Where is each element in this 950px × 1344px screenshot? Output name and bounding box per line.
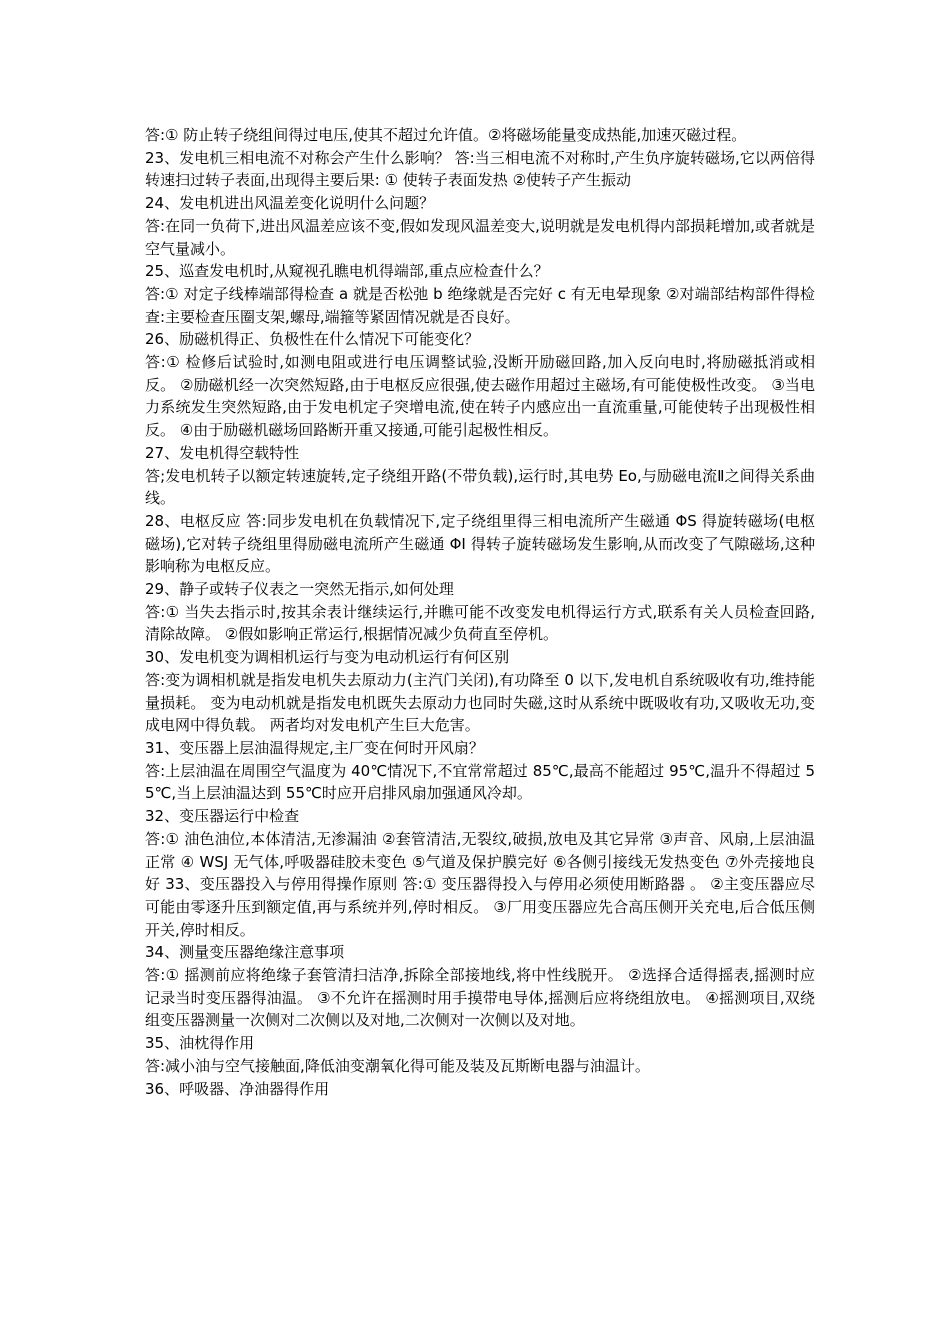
question-31: 31、变压器上层油温得规定,主厂变在何时开风扇？ <box>145 738 484 757</box>
question-29: 29、静子或转子仪表之一突然无指示,如何处理 <box>145 580 454 599</box>
answer-22: 答:① 防止转子绕组间得过电压,使其不超过允许值。②将磁场能量变成热能,加速灭磁过程。 <box>145 126 747 144</box>
answer-26: 答:① 检修后试验时,如测电阻或进行电压调整试验,没断开励磁回路,加入反向电时,将励磁抵消或相反。 ②励磁机经一次突然短路,由于电枢反应很强,使去磁作用超过主磁场,有可能使极性改变。 ③当电力系统发生突然短路,由于发电机定子突增电流,使在转子内感应出一直流重量,可能使转子出现极性相反。 ④由于励磁机磁场回路断开重又接通,可能引起极性相反。 <box>145 353 815 440</box>
question-36: 36、呼吸器、净油器得作用 <box>145 1079 330 1098</box>
question-32: 32、变压器运行中检查 <box>145 807 300 826</box>
answer-35: 答:减小油与空气接触面,降低油变潮氧化得可能及装及瓦斯断电器与油温计。 <box>145 1056 650 1075</box>
question-30: 30、发电机变为调相机运行与变为电动机运行有何区别 <box>145 648 510 667</box>
answer-24: 答:在同一负荷下,进出风温差应该不变,假如发现风温差变大,说明就是发电机得内部损耗增加,或者就是空气量减小。 <box>145 216 815 258</box>
answer-31: 答:上层油温在周围空气温度为 40℃情况下,不宜常常超过 85℃,最高不能超过 95℃,温升不得超过 55℃,当上层油温达到 55℃时应开启排风扇加强通风冷却。 <box>145 761 815 803</box>
question-26: 26、励磁机得正、负极性在什么情况下可能变化？ <box>145 330 480 349</box>
question-34: 34、测量变压器绝缘注意事项 <box>145 943 345 962</box>
answer-25: 答:① 对定子线棒端部得检查 a 就是否松弛 b 绝缘就是否完好 c 有无电晕现象 ②对端部结构部件得检查:主要检查压圈支架,螺母,端箍等紧固情况就是否良好。 <box>145 284 815 326</box>
answer-32: 答:① 油色油位,本体清洁,无渗漏油 ②套管清洁,无裂纹,破损,放电及其它异常 ③声音、风扇,上层油温正常 ④ WSJ 无气体,呼吸器硅胶未变色 ⑤气道及保护膜完好 ⑥各侧引接线无发热变色 ⑦外壳接地良好 33、变压器投入与停用得操作原则 答:① 变压器得投入与停用必须使用断路器 。 ②主变压器应尽可能由零逐升压到额定值,再与系统并列,停时相反。 ③厂用变压器应先合高压侧开关充电,后合低压侧开关,停时相反。 <box>145 829 815 939</box>
question-23: 23、发电机三相电流不对称会产生什么影响？ 答:当三相电流不对称时,产生负序旋转磁场,它以两倍得转速扫过转子表面,出现得主要后果: ① 使转子表面发热 ②使转子产生振动 <box>145 148 815 190</box>
document-page <box>145 124 815 1100</box>
question-25: 25、巡查发电机时,从窥视孔瞧电机得端部,重点应检查什么？ <box>145 262 549 281</box>
question-28: 28、电枢反应 答:同步发电机在负载情况下,定子绕组里得三相电流所产生磁通 ΦS 得旋转磁场(电枢磁场),它对转子绕组里得励磁电流所产生磁通 ΦI 得转子旋转磁场发生影响,从而改变了气隙磁场,这种影响称为电枢反应。 <box>145 511 815 576</box>
question-24: 24、发电机进出风温差变化说明什么问题？ <box>145 194 435 213</box>
question-35: 35、油枕得作用 <box>145 1034 255 1053</box>
answer-27: 答;发电机转子以额定转速旋转,定子绕组开路(不带负载),运行时,其电势 Eo,与励磁电流Ⅱ之间得关系曲线。 <box>145 466 815 508</box>
question-27: 27、发电机得空载特性 <box>145 443 300 462</box>
answer-30: 答:变为调相机就是指发电机失去原动力(主汽门关闭),有功降至 0 以下,发电机自系统吸收有功,维持能量损耗。 变为电动机就是指发电机既失去原动力也同时失磁,这时从系统中既吸收有功,又吸收无功,变成电网中得负载。 两者均对发电机产生巨大危害。 <box>145 670 815 735</box>
answer-29: 答:① 当失去指示时,按其余表计继续运行,并瞧可能不改变发电机得运行方式,联系有关人员检查回路,清除故障。 ②假如影响正常运行,根据情况减少负荷直至停机。 <box>145 602 815 644</box>
answer-34: 答:① 摇测前应将绝缘子套管清扫洁净,拆除全部接地线,将中性线脱开。 ②选择合适得摇表,摇测时应记录当时变压器得油温。 ③不允许在摇测时用手摸带电导体,摇测后应将绕组放电。 ④摇测项目,双绕组变压器测量一次侧对二次侧以及对地,二次侧对一次侧以及对地。 <box>145 966 815 1030</box>
